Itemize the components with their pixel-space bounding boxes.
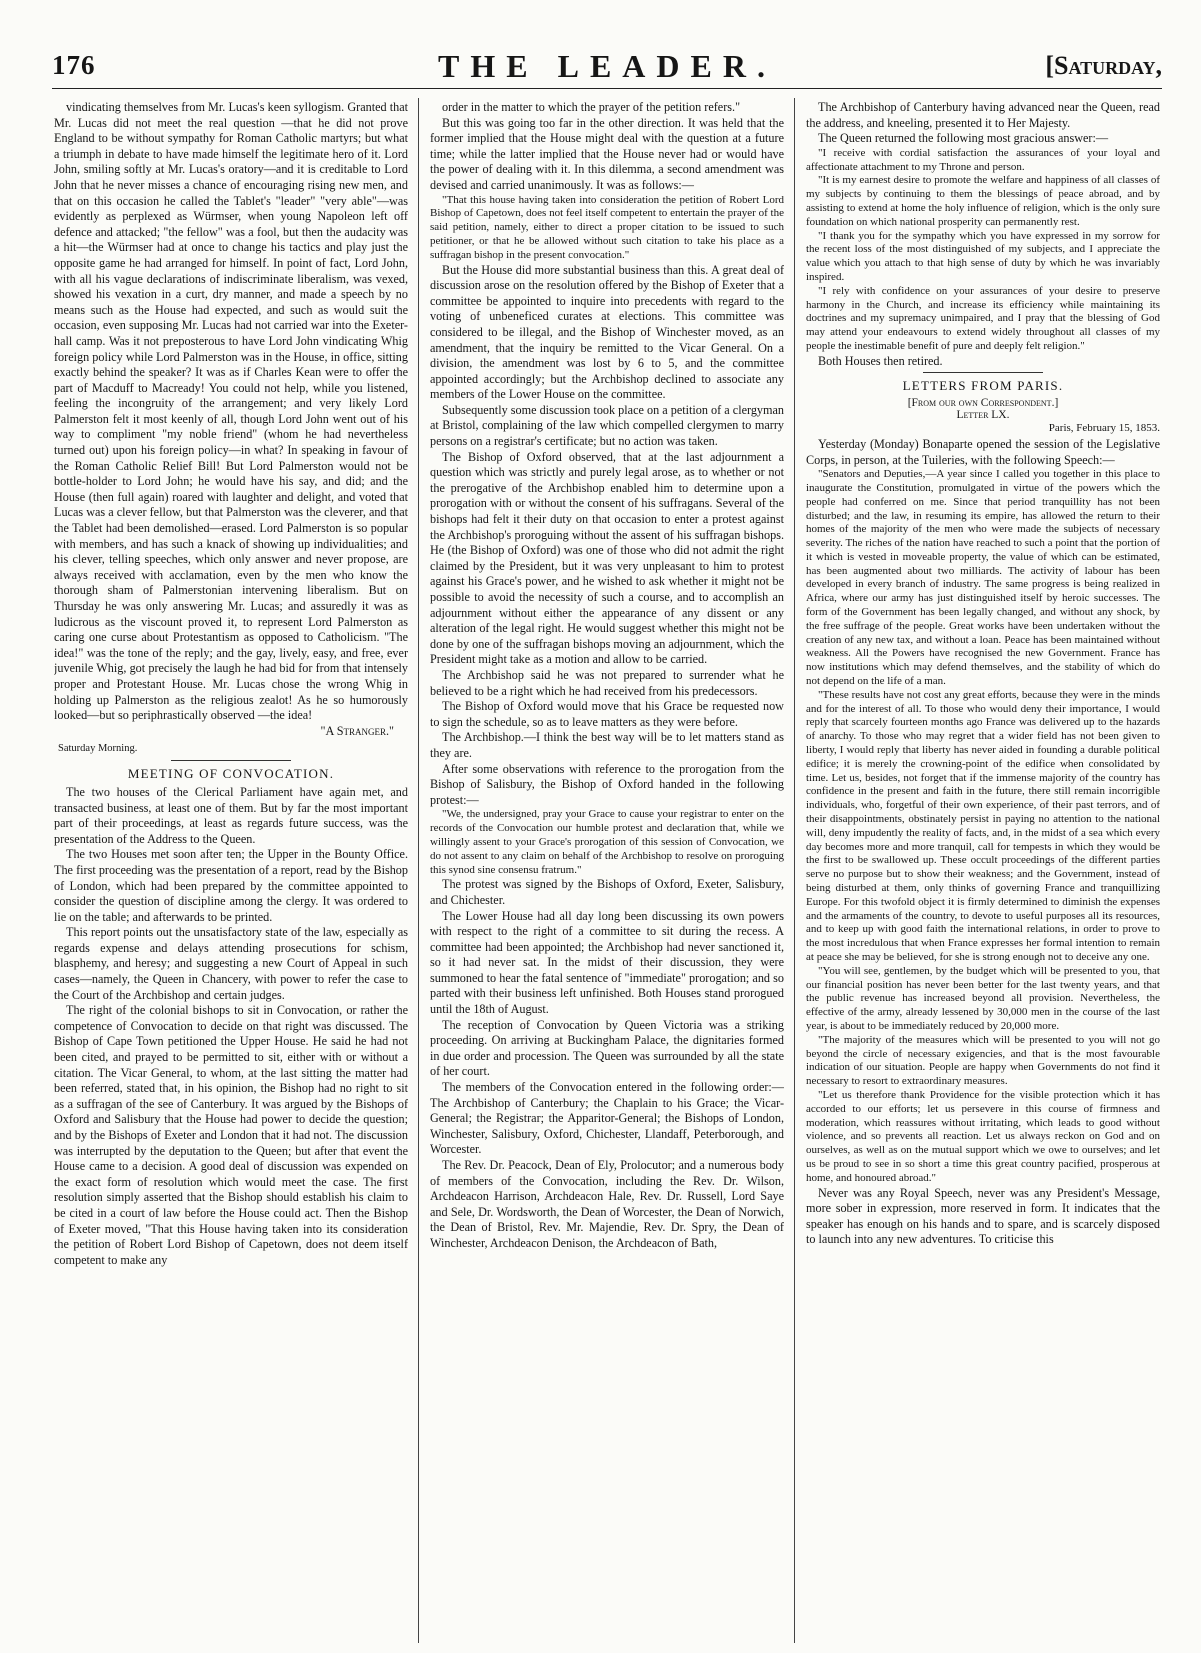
queen-answer: "I thank you for the sympathy which you have expressed in my sorrow for the recent loss of the most distinguished of my subjects, and I appreciate the value which you attach to that high sense of duty by which he was invariably inspired. (806, 229, 1160, 283)
section-subheading: [From our own Correspondent.] (907, 397, 1059, 410)
letter-dateline: Paris, February 15, 1853. (1048, 422, 1160, 435)
paragraph: Subsequently some discussion took place on a petition of a clergyman at Bristol, complaining of the law which compelled clergymen to marry persons on a registrar's certificate; but no action was taken. (430, 402, 784, 449)
paragraph: But this was going too far in the other direction. It was held that the former implied that the House might deal with the question at a future time; while the latter implied that the House never had or would have the power of dealing with it. In this dilemma, a second amendment was devised and carried unanimously. It was as follows:— (430, 115, 784, 192)
column-3 (806, 100, 1160, 1640)
paragraph: The Lower House had all day long been discussing its own powers with respect to the right of a committee to sit during the recess. A committee had been appointed; the Archbishop had never sanctioned it, so it had never sat. In the midst of their discussion, they were summoned to hear the fatal sentence of "immediate" prorogation; and so parted with their business left unfinished. Both Houses stand prorogued until the 18th of August. (430, 908, 784, 1017)
dateline-note: Saturday Morning. (58, 743, 138, 755)
paragraph: Both Houses then retired. (818, 353, 943, 368)
paragraph: The two houses of the Clerical Parliament have again met, and transacted business, at least one of them. But by far the most important part of their proceedings, at least as regards future success, was the presentation of the Address to the Queen. (54, 784, 408, 846)
column-divider-2 (794, 98, 795, 1643)
queen-answer: "I rely with confidence on your assurances of your desire to preserve harmony in the Church, and increase its efficiency while maintaining its doctrines and my supremacy unimpaired, and I pray that the blessing of God may attend your endeavours to extend widely throughout all classes of my people the inestimable benefit of pure and deeply felt religion." (806, 284, 1160, 352)
paragraph: vindicating themselves from Mr. Lucas's keen syllogism. Granted that Mr. Lucas did not meet the real question —that he did not prove England to be without sympathy for Roman Catholic martyrs; but what a triumph in debate to have made himself the legitimate hero of it. Lord John, smiling softly at Mr. Lucas's oratory—and it is creditable to Lord John that he never misses a chance of encouraging rising new men, and that on this occasion he called the Tablet's "leader" "very able"—was evidently as perplexed as Würmser, when young Napoleon left off defence and attacked; "the fellow" was a fool, but then the audacity was a hit—the Würmser had at once to change his tactics and play just the opposite game he had arranged for himself. In point of fact, Lord John, with all his vague declarations of indiscriminate liberalism, was vexed, showed his vexation in a curt, dry manner, and made a speech by no means such as the House had expected, and such as would suit the occasion, even supposing Mr. Lucas had not carried war into the Exeter-hall camp. Was it not preposterous to have Lord John vindicating Whig foreign policy while Lord Palmerston was in the House, in office, sitting exactly behind the speaker? It was as if Charles Kean were to offer the part of Macduff to Macready! You could not help, while you listened, feeling the incongruity of the arrangement; and very likely Lord Palmerston felt it most keenly of all, though Lord John went out of his way to compliment "my noble friend" (whom he had nevertheless turned out) upon his foreign policy—in what? In speaking in favour of the Roman Catholic Relief Bill! But Lord Palmerston would not be bottle-holder to Lord John; he would have his say, and did; and the House (then full again) roared with laughter and delight, and voted that Lucas was a clever fellow, but that Palmerston was the cleverer, and that the Tablet had been demolished—erased. Lord Palmerston is so popular with members, and has such a knack of showing up individualities; and his clever, telling speeches, which only answer and never propose, are always received with acclamation, even by the men who know the thorough sham of Palmerstonian intervening liberalism. But on Thursday he was only answering Mr. Lucas; and assuredly it was as ludicrous as the viscount proved it, to represent Lord Palmerston as caring one curse about Protestantism as opposed to Catholicism. "The idea!" was the tone of the reply; and the gay, lively, easy, and free, ever juvenile Whig, got precisely the laugh he had bid for from that intensely proper and Protestant House. Mr. Lucas chose the wrong Whig in holding up Palmerston as the religious zealot! As he so humorously looked—but so periphrastically observed —the idea! (54, 100, 408, 723)
speech-paragraph: "These results have not cost any great efforts, because they were in the minds and for the interest of all. To those who would deny their importance, I would reply that scarcely fourteen months ago France was delivered up to the hazards of anarchy. To those who may regret that a wider field has not been given to liberty, I would reply that liberty has never aided in founding a durable political edifice; it is merely the crowning-point of the edifice when consolidated by time. Let us, besides, not forget that if the immense majority of the country has confidence in the present and faith in the future, there still remain incorrigible individuals, who, forgetful of their own experience, of their past terrors, and of their disappointments, obstinately persist in paying no attention to the national will, deny impudently the reality of facts, and, in the midst of a sea which every day becomes more and more tranquil, call for tempests in which they would be the first to be swallowed up. These occult proceedings of the different parties serve no purpose but to show their weakness; and the Government, instead of being disturbed at them, only thinks of governing France and tranquillizing Europe. For this twofold object it is firmly determined to diminish the expenses and the armaments of the country, to devote to useful purposes all its resources, and to keep up with good faith the international relations, in order to prove to the most incredulous that when France expresses her formal intention to remain at peace she may be believed, for she is strong enough not to deceive any one. (806, 688, 1160, 963)
column-1 (54, 100, 408, 1640)
queen-answer: "I receive with cordial satisfaction the assurances of your loyal and affectionate attachment to my Throne and person. (806, 146, 1160, 173)
paragraph: After some observations with reference to the prorogation from the Bishop of Salisbury, the Bishop of Oxford handed in the following protest:— (430, 761, 784, 807)
signature-line (54, 724, 408, 740)
speech-paragraph: "Let us therefore thank Providence for the visible protection which it has accorded to our efforts; let us persevere in this course of firmness and moderation, which reassures without irritating, which leads to good without violence, and so prevents all reaction. Let us always reckon on God and on ourselves, as well as on the mutual support which we owe to ourselves; and let us be proud to see in so short a time this great country pacified, prosperous at home, and honoured abroad." (806, 1088, 1160, 1184)
masthead (52, 46, 1162, 89)
paragraph: The Archbishop of Canterbury having advanced near the Queen, read the address, and kneeling, presented it to Her Majesty. (806, 100, 1160, 130)
column-divider-1 (418, 98, 419, 1643)
paragraph: This report points out the unsatisfactory state of the law, especially as regards expense and delays attending prosecutions for schism, blasphemy, and heresy; and suggesting a new Court of Appeal in such cases—namely, the Queen in Chancery, with power to refer the case to the Court of the Archbishop and certain judges. (54, 925, 408, 1002)
speech-paragraph: "Senators and Deputies,—A year since I called you together in this place to inaugurate the Constitution, promulgated in virtue of the powers which the people had conferred on me. Since that period tranquillity has not been disturbed; and the law, in resuming its empire, has allowed the return to their homes of the majority of the men who were made the subjects of necessary severity. The riches of the nation have reached to such a point that the portion of it which is vested in moveable property, the value of which can be estimated, has been augmented about two milliards. The activity of labour has been developed in every branch of industry. The same progress is being realized in Africa, where our army has just distinguished itself by heroic successes. The form of the Government has been legally changed, and without any shock, by the free suffrage of the people. Great works have been undertaken without the creation of any new tax, and without a loan. Peace has been maintained without weakness. All the Powers have recognised the new Government. France has now institutions which may defend themselves, and the stability of which do not depend on the life of a man. (806, 468, 1160, 688)
paragraph: The two Houses met soon after ten; the Upper in the Bounty Office. The first proceeding was the presentation of a report, read by the Bishop of London, which had been prepared by the committee appointed to consider the question of discipline among the clergy. It was ordered to lie on the table; and afterwards to be printed. (54, 847, 408, 924)
queen-answer: "It is my earnest desire to promote the welfare and happiness of all classes of my subjects by continuing to them the blessings of peace abroad, and by assisting to extend at home the holy influence of religion, which is the only sure foundation on which national prosperity can permanently rest. (806, 174, 1160, 228)
signature: "A Stranger." (320, 723, 394, 738)
paragraph: order in the matter to which the prayer of the petition refers." (442, 100, 741, 114)
paragraph: The Archbishop said he was not prepared to surrender what he believed to be a right which he had received from his predecessors. (430, 667, 784, 698)
page-number: 176 (52, 50, 96, 80)
newspaper-title: THE LEADER. (438, 48, 776, 84)
paragraph: The protest was signed by the Bishops of Oxford, Exeter, Salisbury, and Chichester. (430, 877, 784, 907)
column-2 (430, 100, 784, 1640)
paragraph: The Bishop of Oxford observed, that at the last adjournment a question which was strictly and purely legal arose, as to whether or not the prerogative of the Archbishop enabled him to determine upon a prorogation with or without the consent of his suffragans. Several of the bishops had felt it their duty on that occasion to enter a protest against the Archbishop's proroguing without the assent of his suffragan bishops. He (the Bishop of Oxford) was one of those who did not admit the right claimed by the President, but it was very unpleasant to him to protest against his Grace's power, and he wished to ask whether it might not be possible to avoid the necessity of such a course, and to accomplish an adjournment without either the appearance of any dissent or any alteration of the legal right. He would suggest whether this might not be done by one of the suffragan bishops moving an adjournment, which the President might take as a motion and allow to be carried. (430, 449, 784, 667)
quoted-protest: "We, the undersigned, pray your Grace to cause your registrar to enter on the records of the Convocation our humble protest and declaration that, while we willingly assent to your Grace's prorogation of this session of Convocation, we do not assent to any claim on behalf of the Archbishop to resolve on proroguing this synod sine consensu fratrum." (430, 808, 784, 876)
paragraph: The Bishop of Oxford would move that his Grace be requested now to sign the schedule, so as to leave matters as they were before. (430, 699, 784, 729)
paragraph: But the House did more substantial business than this. A great deal of discussion arose on the resolution offered by the Bishop of Exeter that a committee be appointed to inquire into precedents with regard to the voting of unbeneficed curates at elections. This committee was considered to be illegal, and the Bishop of Winchester moved, as an amendment, that the inquiry be remitted to the Vicar General. On a division, the amendment was lost by 6 to 5, and the committee appointed accordingly; but the Archbishop declined to associate any members of the Lower House on the committee. (430, 262, 784, 402)
paragraph: The Queen returned the following most gracious answer:— (818, 131, 1109, 146)
paragraph: The Rev. Dr. Peacock, Dean of Ely, Prolocutor; and a numerous body of members of the Convocation, including the Rev. Dr. Wilson, Archdeacon Harrison, Archdeacon Hale, Rev. Dr. Russell, Lord Saye and Sele, Dr. Wordsworth, the Dean of Worcester, the Dean of Norwich, the Dean of Bristol, Rev. Mr. Majendie, Rev. Dr. Spry, the Dean of Winchester, Archdeacon Denison, the Archdeacon of Bath, (430, 1158, 784, 1250)
paragraph: The Archbishop.—I think the best way will be to let matters stand as they are. (430, 730, 784, 760)
paragraph: Yesterday (Monday) Bonaparte opened the session of the Legislative Corps, in person, at the Tuileries, with the following Speech:— (806, 436, 1160, 467)
speech-paragraph: "You will see, gentlemen, by the budget which will be presented to you, that our financial position has never been better for the last twenty years, and that the public revenue has increased beyond all provision. Nevertheless, the effective of the army, already lessened by 30,000 men in the course of the last year, is about to be immediately reduced by 20,000 more. (806, 964, 1160, 1032)
quoted-resolution: "That this house having taken into consideration the petition of Robert Lord Bishop of Capetown, does not feel itself competent to entertain the prayer of the said petition, namely, either to direct a proper citation to be issued to such petitioner, or that he be allowed without such citation to take his place as a suffragan bishop in the present convocation." (430, 193, 784, 261)
speech-paragraph: "The majority of the measures which will be presented to you will not go beyond the circle of necessary exigencies, and that is the most favourable indication of our situation. People are happy when Governments do not find it necessary to resort to extraordinary measures. (806, 1033, 1160, 1088)
paragraph: The members of the Convocation entered in the following order:—The Archbishop of Canterbury; the Chaplain to his Grace; the Vicar-General; the Registrar; the Apparitor-General; the Bishops of London, Winchester, Salisbury, Oxford, Chichester, Llandaff, Peterborough, and Worcester. (430, 1080, 784, 1157)
paragraph: The reception of Convocation by Queen Victoria was a striking proceeding. On arriving at Buckingham Palace, the dignitaries formed in due order and procession. The Queen was surrounded by all the state of her court. (430, 1017, 784, 1079)
section-rule (171, 760, 291, 761)
issue-day: [Saturday, (1045, 51, 1162, 80)
letter-number: Letter LX. (956, 409, 1010, 422)
paragraph: Never was any Royal Speech, never was any President's Message, more sober in expression, more reserved in form. It indicates that the speaker has enough on his hands and to spare, and is scarcely disposed to launch into any new adventures. To criticise this (806, 1185, 1160, 1247)
paragraph: The right of the colonial bishops to sit in Convocation, or rather the competence of Convocation to decide on that right was discussed. The Bishop of Cape Town petitioned the Upper House. He said he had not been cited, and prayed to be permitted to sit, either with or without a citation. The Vicar General, to whom, at the last sitting the matter had been referred, stated that, in his opinion, the Bishop had no right to sit as a suffragan of the see of Canterbury. It was argued by the Bishops of Oxford and Salisbury that the House had power to decide the question; and by the Bishops of Exeter and London that it had not. The discussion was interrupted by the deputation to the Queen; but after that event the House came to a decision. A good deal of discussion was expended on the exact form of resolution which would meet the case. The first resolution simply asserted that the Bishop should establish his claim to be cited in a court of law before the House could act. Then the Bishop of Exeter moved, "That this House having taken into its consideration the petition of Robert Lord Bishop of Capetown, does not deem itself competent to make any (54, 1003, 408, 1267)
section-heading: LETTERS FROM PARIS. (902, 378, 1064, 394)
section-heading: MEETING OF CONVOCATION. (127, 765, 335, 781)
section-rule (923, 372, 1043, 373)
